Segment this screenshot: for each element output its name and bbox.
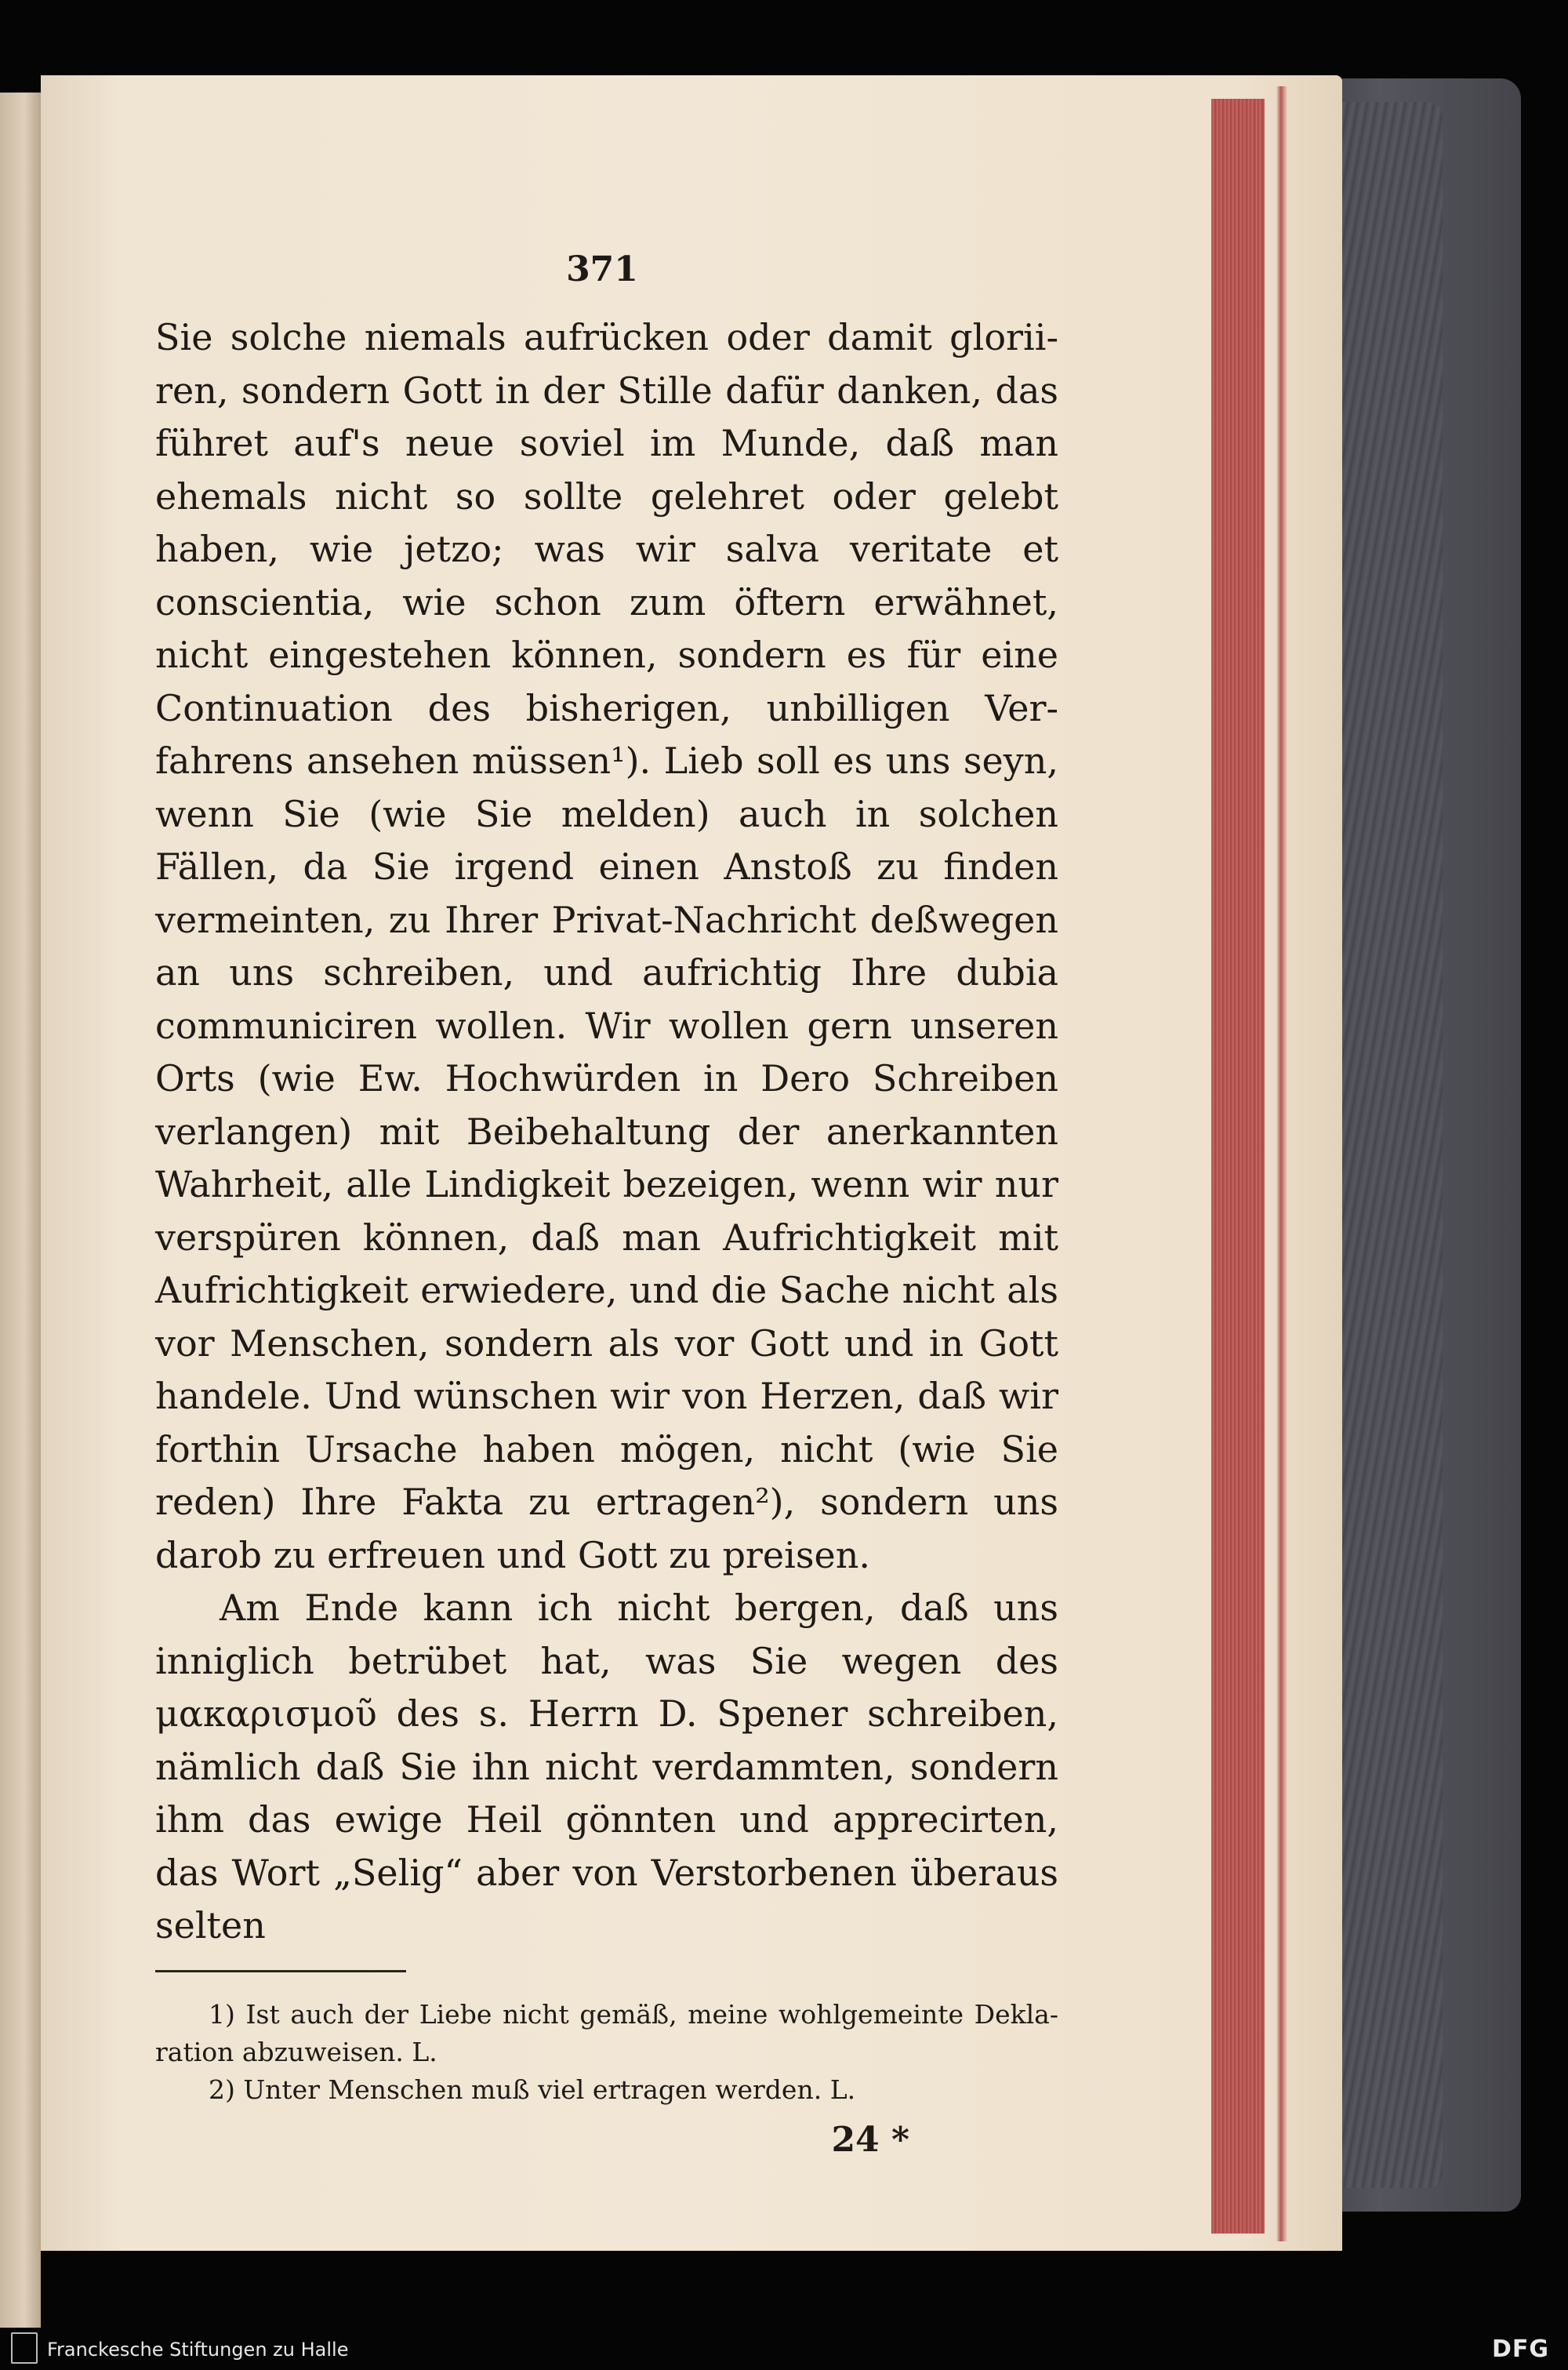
page-edge-strip — [1276, 86, 1287, 2241]
dfg-logo: DFG — [1491, 2335, 1549, 2363]
paragraph-1: Sie solche niemals aufrücken oder damit gloriiren, sondern Gott in der Stille dafür danken, das führet auf's neue soviel im Munde, daß man ehemals nicht so sollte gelehret oder gelebt haben, wie jetzo; was wir salva veritate et conscientia, wie schon zum öftern erwähnet, nicht eingestehen können, sondern es für eine Continuation des bisherigen, unbilligen Verfahrens ansehen müssen¹). Lieb soll es uns seyn, wenn Sie (wie Sie melden) auch in solchen Fällen, da Sie irgend einen Anstoß zu finden vermeinten, zu Ihrer Privat-Nachricht deßwegen an uns schreiben, und aufrichtig Ihre dubia communiciren wollen. Wir wollen gern unseren Orts (wie Ew. Hochwürden in Dero Schreiben verlangen) mit Beibehaltung der anerkannten Wahrheit, alle Lindigkeit bezeigen, wenn wir nur verspüren können, daß man Aufrichtigkeit mit Aufrichtigkeit erwiedere, und die Sache nicht als vor Menschen, sondern als vor Gott und in Gott handele. Und wünschen wir von Herzen, daß wir forthin Ursache haben mögen, nicht (wie Sie reden) Ihre Fakta zu ertragen²), sondern uns darob zu erfreuen und Gott zu preisen. — [155, 316, 1058, 1576]
page-content — [155, 249, 1058, 2160]
page-number: 371 — [566, 249, 638, 289]
institution-logo-icon — [11, 2332, 38, 2364]
signature-mark: 24 * — [831, 2119, 909, 2160]
paragraph-2: Am Ende kann ich nicht bergen, daß uns inniglich betrübet hat, was Sie wegen des μακαρισμοῦ des s. Herrn D. Spener schreiben, nämlich daß Sie ihn nicht verdammten, sondern ihm das ewige Heil gönnten und apprecirten, das Wort „Selig“ aber von Verstorbenen überaus selten — [155, 1587, 1058, 1947]
facing-page-edge — [0, 93, 41, 2334]
footer-bar — [0, 2328, 1568, 2370]
red-page-edges — [1211, 99, 1265, 2234]
footnote-rule — [155, 1970, 406, 1972]
footnote-1: 1) Ist auch der Liebe nicht gemäß, meine wohlgemeinte Deklaration abzuweisen. L. — [155, 1998, 1058, 2067]
institution-name: Franckesche Stiftungen zu Halle — [47, 2339, 349, 2361]
footnote-2: 2) Unter Menschen muß viel ertragen werden. L. — [209, 2074, 856, 2105]
body-text — [155, 311, 1058, 1953]
